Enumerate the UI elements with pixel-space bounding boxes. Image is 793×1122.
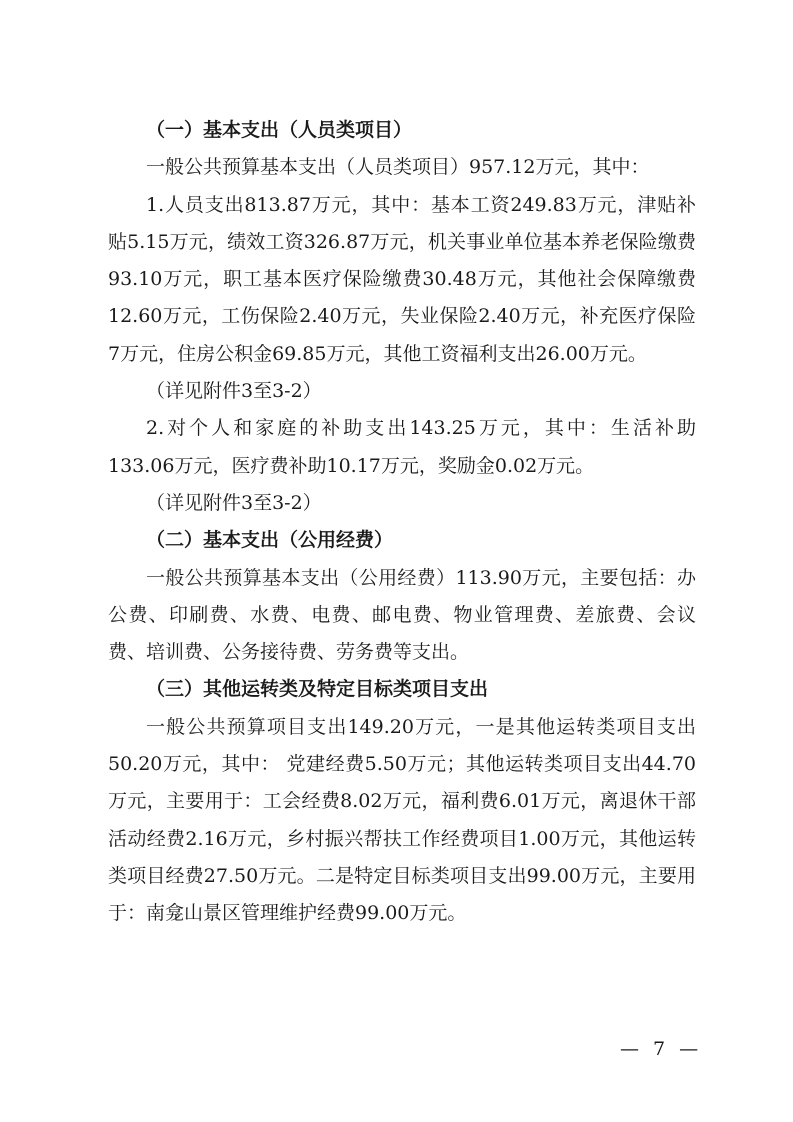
- document-body: [108, 112, 696, 933]
- paragraph-personnel-expenses: 1.人员支出813.87万元，其中：基本工资249.83万元，津贴补贴5.15万元，绩效工资326.87万元，机关事业单位基本养老保险缴费93.10万元，职工基本医疗保险缴费30.48万元，其他社会保障缴费12.60万元，工伤保险2.40万元，失业保险2.40万元，补充医疗保险7万元，住房公积金69.85万元，其他工资福利支出26.00万元。: [108, 193, 696, 365]
- paragraph-household-subsidies: 2.对个人和家庭的补助支出143.25万元，其中：生活补助133.06万元，医疗费补助10.17万元，奖励金0.02万元。: [108, 417, 696, 477]
- note-see-attachment-2: （详见附件3至3-2）: [146, 491, 322, 514]
- paragraph-public-funds: 一般公共预算基本支出（公用经费）113.90万元，主要包括：办公费、印刷费、水费、电费、邮电费、物业管理费、差旅费、会议费、培训费、公务接待费、劳务费等支出。: [108, 566, 696, 664]
- note-see-attachment-1: （详见附件3至3-2）: [146, 380, 322, 403]
- paragraph-project-expenses: 一般公共预算项目支出149.20万元，一是其他运转类项目支出50.20万元，其中： 党建经费5.50万元；其他运转类项目支出44.70万元，主要用于：工会经费8.02万元，福利费6.01万元，离退休干部活动经费2.16万元，乡村振兴帮扶工作经费项目1.00万元，其他运转类项目经费27.50万元。二是特定目标类项目支出99.00万元，主要用于：南龛山景区管理维护经费99.00万元。: [108, 715, 696, 925]
- page-number: — 7 —: [620, 1038, 703, 1060]
- paragraph-personnel-intro: 一般公共预算基本支出（人员类项目）957.12万元，其中：: [146, 156, 650, 179]
- section-heading-basic-personnel: （一）基本支出（人员类项目）: [146, 119, 413, 141]
- section-heading-project-expenses: （三）其他运转类及特定目标类项目支出: [146, 678, 489, 701]
- section-heading-public-funds: （二）基本支出（公用经费）: [146, 529, 394, 552]
